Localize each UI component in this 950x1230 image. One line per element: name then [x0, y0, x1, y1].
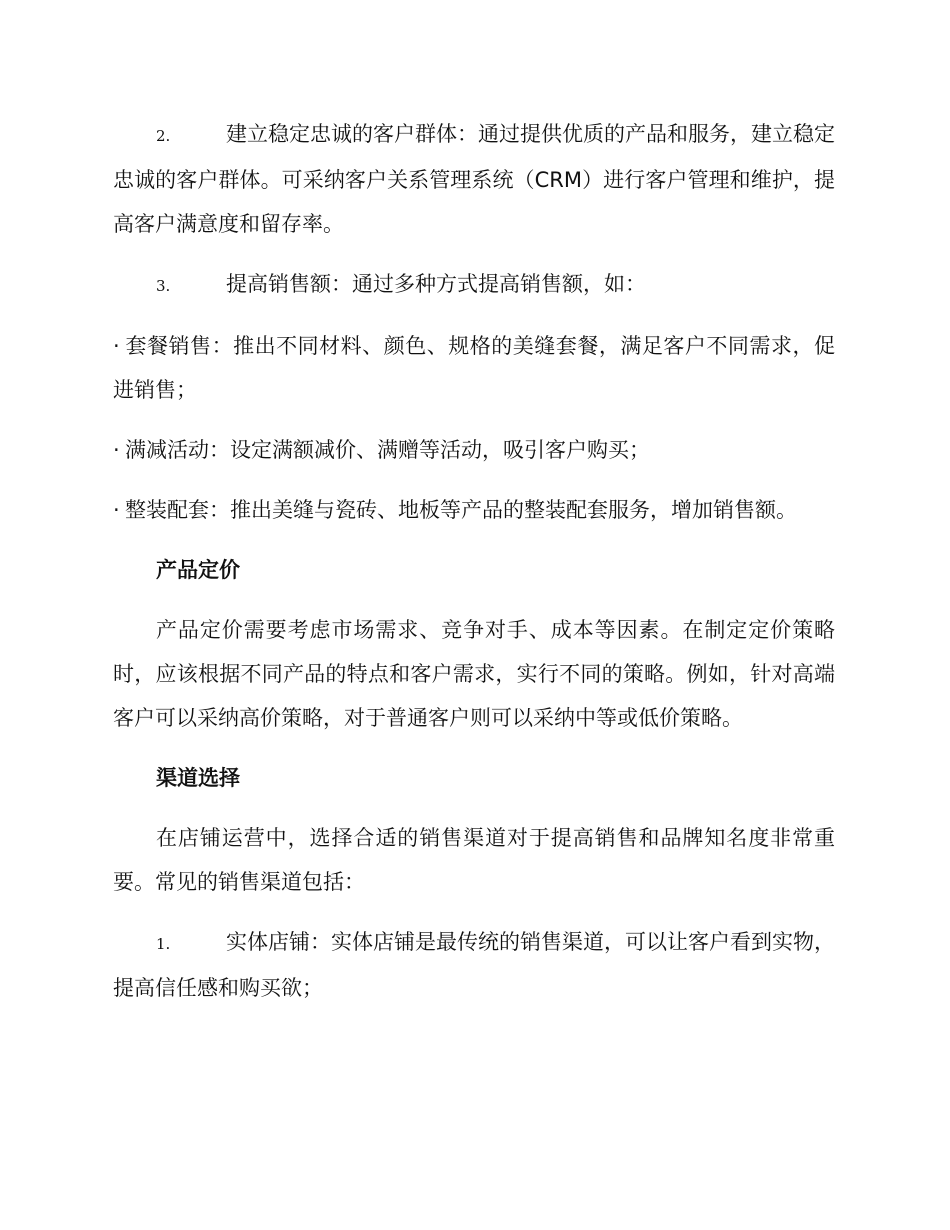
- bullet-mark: ·: [113, 334, 120, 358]
- numbered-item-1: [113, 920, 835, 1010]
- bullet-text: 套餐销售：推出不同材料、颜色、规格的美缝套餐，满足客户不同需求，促进销售；: [113, 334, 835, 402]
- document-page: [113, 112, 835, 1026]
- item-number: 3.: [156, 277, 171, 295]
- numbered-item-2: [113, 112, 835, 246]
- pricing-paragraph: 产品定价需要考虑市场需求、竞争对手、成本等因素。在制定定价策略时，应该根据不同产品的特点和客户需求，实行不同的策略。例如，针对高端客户可以采纳高价策略，对于普通客户则可以采纳中等或低价策略。: [113, 618, 835, 730]
- bullet-item-bundle: [113, 488, 835, 532]
- item-number: 2.: [156, 127, 171, 145]
- channel-paragraph: 在店铺运营中，选择合适的销售渠道对于提高销售和品牌知名度非常重要。常见的销售渠道包括：: [113, 826, 835, 894]
- bullet-mark: ·: [113, 438, 120, 462]
- item-number: 1.: [156, 935, 171, 953]
- bullet-text: 整装配套：推出美缝与瓷砖、地板等产品的整装配套服务，增加销售额。: [125, 498, 797, 522]
- item-text: 实体店铺：实体店铺是最传统的销售渠道，可以让客户看到实物，提高信任感和购买欲；: [113, 930, 835, 1000]
- section-heading-pricing: 产品定价: [156, 558, 240, 582]
- bullet-item-package: [113, 324, 835, 412]
- bullet-item-discount: [113, 428, 835, 472]
- item-text: 提高销售额：通过多种方式提高销售额，如：: [226, 272, 646, 296]
- bullet-text: 满减活动：设定满额减价、满赠等活动，吸引客户购买；: [125, 438, 650, 462]
- item-text: 建立稳定忠诚的客户群体：通过提供优质的产品和服务，建立稳定忠诚的客户群体。可采纳客户关系管理系统（CRM）进行客户管理和维护，提高客户满意度和留存率。: [113, 122, 835, 236]
- numbered-item-3: [113, 262, 835, 308]
- bullet-mark: ·: [113, 498, 120, 522]
- section-heading-channel: 渠道选择: [156, 766, 240, 790]
